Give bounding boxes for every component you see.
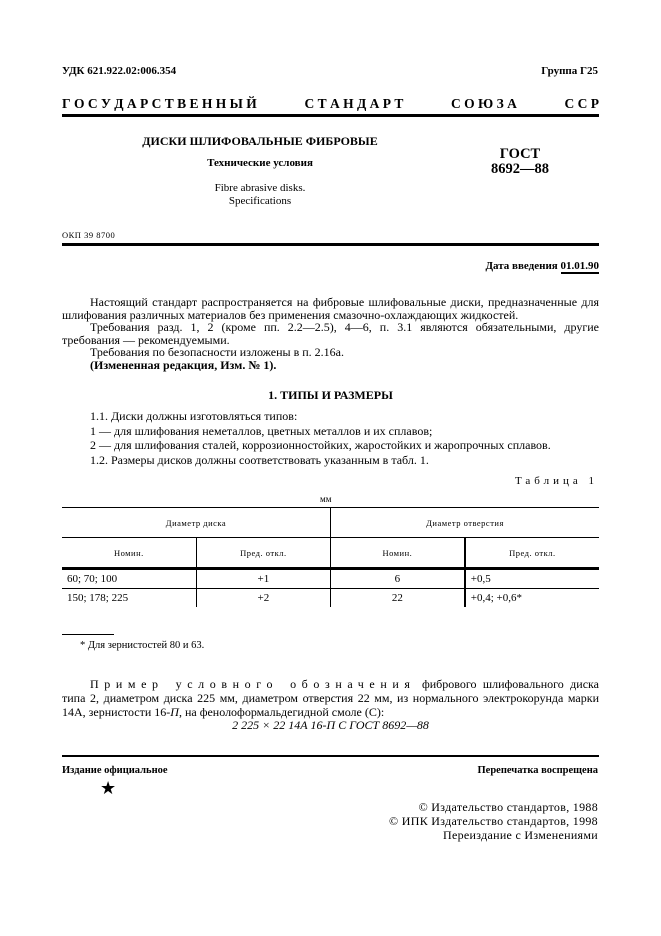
example-italic: П	[170, 705, 179, 719]
table-cell: 6	[331, 569, 465, 589]
footnote: * Для зернистостей 80 и 63.	[80, 640, 205, 651]
amendment-note: (Измененная редакция, Изм. № 1).	[90, 357, 277, 372]
copyright-line: © ИПК Издательство стандартов, 1998	[389, 814, 598, 828]
group-code: Группа Г25	[541, 65, 598, 77]
banner-word: Г О С У Д А Р С Т В Е Н Н Ы Й	[62, 96, 257, 111]
intro-date-label: Дата введения	[485, 260, 558, 272]
banner-word: С С Р	[564, 96, 599, 111]
table-header: Номин.	[62, 538, 196, 569]
section-title: 1. ТИПЫ И РАЗМЕРЫ	[268, 388, 393, 402]
gost-designation	[470, 147, 570, 177]
document-subtitle: Технические условия	[207, 157, 313, 169]
gost-number: 8692—88	[491, 161, 549, 177]
copyright-line: © Издательство стандартов, 1988	[418, 800, 598, 814]
table-cell: 22	[331, 589, 465, 608]
section-item: 1.1. Диски должны изготовляться типов:	[90, 409, 298, 423]
intro-date	[485, 260, 599, 272]
gost-label: ГОСТ	[499, 146, 541, 162]
table-cell: 150; 178; 225	[62, 589, 196, 608]
table-group-header: Диаметр отверстия	[331, 508, 600, 538]
table-header-row	[62, 538, 599, 569]
intro-section	[62, 296, 599, 371]
udk-code: УДК 621.922.02:006.354	[62, 65, 177, 77]
table-cell: +0,4; +0,6*	[465, 589, 599, 608]
dimensions-table	[62, 507, 599, 607]
header-divider	[62, 114, 599, 117]
example-lead: Пример условного обозначения	[90, 677, 416, 691]
designation-formula: 2 225 × 22 14А 16-П С ГОСТ 8692—88	[232, 718, 429, 732]
table-label: Таблица 1	[514, 475, 598, 487]
table-group-header: Диаметр диска	[62, 508, 331, 538]
copyright-block	[389, 800, 598, 842]
table-row	[62, 569, 599, 589]
title-divider	[62, 243, 599, 246]
table-header: Пред. откл.	[465, 538, 599, 569]
reissue-line: Переиздание с Изменениями	[443, 828, 598, 842]
table-group-header-row	[62, 508, 599, 538]
intro-date-value: 01.01.90	[560, 260, 599, 272]
banner-word: С Т А Н Д А Р Т	[304, 96, 404, 111]
example-text: фибрового шлифовального диска типа 2, диаметром диска 225 мм, диаметром отверстия 22 мм, из нормального электрокорунда марки 14А, зернистости 16-	[62, 677, 599, 719]
intro-paragraph: Требования разд. 1, 2 (кроме пп. 2.2—2.5), 4—6, п. 3.1 являются обязательными, другие требования — рекомендуемыми.	[62, 320, 599, 347]
table-header: Номин.	[331, 538, 465, 569]
table-cell: +1	[196, 569, 330, 589]
example-text: , на фенолоформальдегидной смоле (С):	[178, 705, 385, 719]
english-title	[140, 182, 380, 208]
section-item: 1.2. Размеры дисков должны соответствовать указанным в табл. 1.	[90, 452, 429, 467]
table-row	[62, 589, 599, 608]
section-item: 2 — для шлифования сталей, коррозионностойких, жаростойких и жаропрочных сплавов.	[90, 438, 551, 452]
intro-paragraph: Настоящий стандарт распространяется на фибровые шлифовальные диски, предназначенные для шлифования различных материалов без применения смазочно-охлаждающих жидкостей.	[62, 295, 599, 322]
official-edition: Издание официальное	[62, 765, 168, 776]
intro-paragraph: Требования по безопасности изложены в п. 2.16а.	[90, 345, 345, 359]
table-cell: +0,5	[465, 569, 599, 589]
star-icon: ★	[100, 778, 117, 799]
footer-divider	[62, 755, 599, 757]
table-cell: 60; 70; 100	[62, 569, 196, 589]
footnote-divider	[62, 634, 114, 635]
english-title-line: Fibre abrasive disks.	[214, 182, 306, 194]
designation-example	[62, 677, 599, 719]
section-items	[90, 409, 551, 467]
state-standard-banner	[62, 96, 599, 112]
english-title-line: Specifications	[228, 195, 292, 207]
section-item: 1 — для шлифования неметаллов, цветных металлов и их сплавов;	[90, 423, 433, 438]
banner-word: С О Ю З А	[451, 96, 517, 111]
table-header: Пред. откл.	[196, 538, 330, 569]
table-unit: мм	[320, 494, 332, 504]
document-title: ДИСКИ ШЛИФОВАЛЬНЫЕ ФИБРОВЫЕ	[142, 134, 378, 148]
reprint-notice: Перепечатка воспрещена	[477, 765, 598, 776]
table-cell: +2	[196, 589, 330, 608]
okp-code: ОКП 39 8700	[62, 230, 116, 240]
